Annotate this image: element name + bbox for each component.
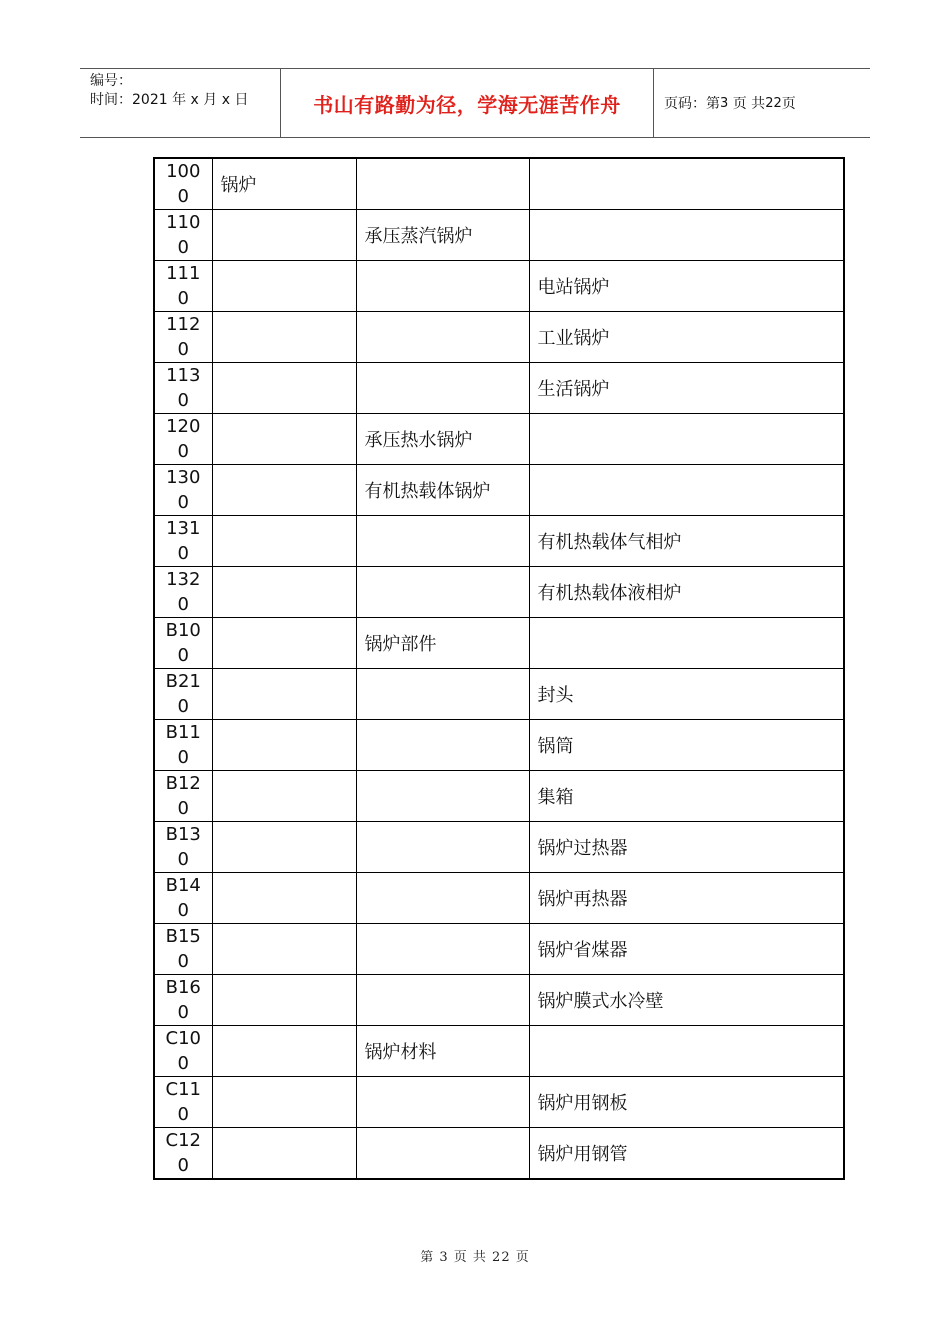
level2-cell: 承压热水锅炉 (356, 414, 529, 465)
code-text: 110 (166, 212, 201, 233)
code-text: 0 (177, 288, 189, 309)
level3-cell (529, 210, 844, 261)
code-text: C12 (165, 1130, 201, 1151)
table-row (154, 1128, 844, 1180)
level1-cell (212, 567, 356, 618)
level2-cell (356, 669, 529, 720)
code-cell (154, 1128, 212, 1180)
level1-cell (212, 924, 356, 975)
level1-cell (212, 261, 356, 312)
code-text: 0 (177, 645, 189, 666)
level1-cell (212, 669, 356, 720)
level3-cell: 集箱 (529, 771, 844, 822)
code-cell (154, 414, 212, 465)
header-page-total: 22 (765, 95, 782, 111)
code-cell (154, 618, 212, 669)
level2-cell: 锅炉材料 (356, 1026, 529, 1077)
code-text: 112 (166, 314, 201, 335)
code-text: 120 (166, 416, 201, 437)
level1-cell (212, 516, 356, 567)
code-cell (154, 669, 212, 720)
code-cell (154, 516, 212, 567)
code-text: 0 (177, 390, 189, 411)
level2-cell (356, 1077, 529, 1128)
level2-cell (356, 363, 529, 414)
code-text: 0 (177, 1104, 189, 1125)
code-cell (154, 1026, 212, 1077)
level3-cell: 有机热载体液相炉 (529, 567, 844, 618)
level2-cell (356, 312, 529, 363)
level1-cell (212, 975, 356, 1026)
code-text: 0 (177, 747, 189, 768)
page-header (80, 68, 870, 138)
header-number-label: 编号： (90, 73, 132, 89)
code-text: B16 (165, 977, 201, 998)
header-page-suffix: 页 (781, 96, 796, 112)
code-text: 130 (166, 467, 201, 488)
level2-cell: 锅炉部件 (356, 618, 529, 669)
level1-cell (212, 414, 356, 465)
code-text: 0 (177, 1002, 189, 1023)
header-time-label: 时间：2021 年 x 月 x 日 (90, 92, 249, 108)
table-row (154, 975, 844, 1026)
level1-cell (212, 363, 356, 414)
code-cell (154, 720, 212, 771)
level2-cell (356, 771, 529, 822)
level2-cell (356, 261, 529, 312)
level3-cell: 生活锅炉 (529, 363, 844, 414)
page-footer: 第 3 页 共 22 页 (420, 1250, 530, 1265)
code-cell (154, 363, 212, 414)
level2-cell (356, 1128, 529, 1180)
level1-cell (212, 1128, 356, 1180)
code-cell (154, 261, 212, 312)
level2-cell: 有机热载体锅炉 (356, 465, 529, 516)
code-text: C10 (165, 1028, 201, 1049)
code-text: 131 (166, 518, 201, 539)
header-meta (80, 69, 281, 137)
table-body (154, 158, 844, 1179)
code-text: 132 (166, 569, 201, 590)
code-text: 0 (177, 798, 189, 819)
level1-cell: 锅炉 (212, 158, 356, 210)
level3-cell: 锅炉用钢管 (529, 1128, 844, 1180)
code-cell (154, 771, 212, 822)
code-cell (154, 822, 212, 873)
code-text: 0 (177, 594, 189, 615)
level3-cell: 锅炉用钢板 (529, 1077, 844, 1128)
code-text: 0 (177, 1155, 189, 1176)
level1-cell (212, 1077, 356, 1128)
code-text: B10 (165, 620, 201, 641)
level3-cell: 锅炉再热器 (529, 873, 844, 924)
level3-cell (529, 1026, 844, 1077)
code-text: 0 (177, 696, 189, 717)
level2-cell (356, 567, 529, 618)
table-row (154, 720, 844, 771)
level2-cell (356, 873, 529, 924)
table-row (154, 1077, 844, 1128)
level3-cell: 工业锅炉 (529, 312, 844, 363)
level2-cell (356, 924, 529, 975)
level1-cell (212, 210, 356, 261)
code-text: B12 (165, 773, 201, 794)
table-row (154, 669, 844, 720)
level1-cell (212, 465, 356, 516)
code-cell (154, 975, 212, 1026)
table-row (154, 158, 844, 210)
code-cell (154, 465, 212, 516)
code-text: 0 (177, 237, 189, 258)
level3-cell: 电站锅炉 (529, 261, 844, 312)
header-page-prefix: 页码：第 (664, 96, 720, 112)
table-row (154, 516, 844, 567)
table-row (154, 567, 844, 618)
level1-cell (212, 618, 356, 669)
classification-table (153, 157, 845, 1180)
level3-cell (529, 465, 844, 516)
code-text: 113 (166, 365, 201, 386)
level3-cell: 锅炉省煤器 (529, 924, 844, 975)
level1-cell (212, 771, 356, 822)
level3-cell: 锅炉过热器 (529, 822, 844, 873)
code-text: 0 (177, 339, 189, 360)
table-row (154, 873, 844, 924)
code-text: 0 (177, 951, 189, 972)
code-text: 100 (166, 161, 201, 182)
code-text: 0 (177, 1053, 189, 1074)
header-page-current: 3 (720, 95, 729, 111)
level2-cell (356, 158, 529, 210)
header-page-mid: 页 共 (732, 96, 766, 112)
table-row (154, 1026, 844, 1077)
code-cell (154, 924, 212, 975)
table-row (154, 210, 844, 261)
table-row (154, 312, 844, 363)
level1-cell (212, 873, 356, 924)
header-motto: 书山有路勤为径，学海无涯苦作舟 (281, 69, 654, 137)
code-cell (154, 567, 212, 618)
code-text: 0 (177, 543, 189, 564)
level1-cell (212, 720, 356, 771)
code-cell (154, 1077, 212, 1128)
level3-cell (529, 414, 844, 465)
level3-cell: 有机热载体气相炉 (529, 516, 844, 567)
level1-cell (212, 822, 356, 873)
code-text: 111 (166, 263, 201, 284)
code-cell (154, 158, 212, 210)
code-text: 0 (177, 441, 189, 462)
level1-cell (212, 312, 356, 363)
level3-cell (529, 158, 844, 210)
code-cell (154, 210, 212, 261)
code-text: B11 (165, 722, 201, 743)
code-text: 0 (177, 186, 189, 207)
table-row (154, 618, 844, 669)
level2-cell (356, 720, 529, 771)
level2-cell: 承压蒸汽锅炉 (356, 210, 529, 261)
code-text: 0 (177, 492, 189, 513)
table-row (154, 363, 844, 414)
table-row (154, 822, 844, 873)
header-page-info (654, 69, 870, 137)
code-text: 0 (177, 849, 189, 870)
code-text: C11 (165, 1079, 201, 1100)
table-row (154, 465, 844, 516)
level2-cell (356, 975, 529, 1026)
table-row (154, 261, 844, 312)
code-cell (154, 312, 212, 363)
table-row (154, 414, 844, 465)
code-text: B15 (165, 926, 201, 947)
level3-cell: 锅炉膜式水冷壁 (529, 975, 844, 1026)
level3-cell (529, 618, 844, 669)
level3-cell: 封头 (529, 669, 844, 720)
code-cell (154, 873, 212, 924)
code-text: B13 (165, 824, 201, 845)
code-text: B14 (165, 875, 201, 896)
table-row (154, 924, 844, 975)
level2-cell (356, 822, 529, 873)
level3-cell: 锅筒 (529, 720, 844, 771)
code-text: 0 (177, 900, 189, 921)
level2-cell (356, 516, 529, 567)
level1-cell (212, 1026, 356, 1077)
code-text: B21 (165, 671, 201, 692)
table-row (154, 771, 844, 822)
